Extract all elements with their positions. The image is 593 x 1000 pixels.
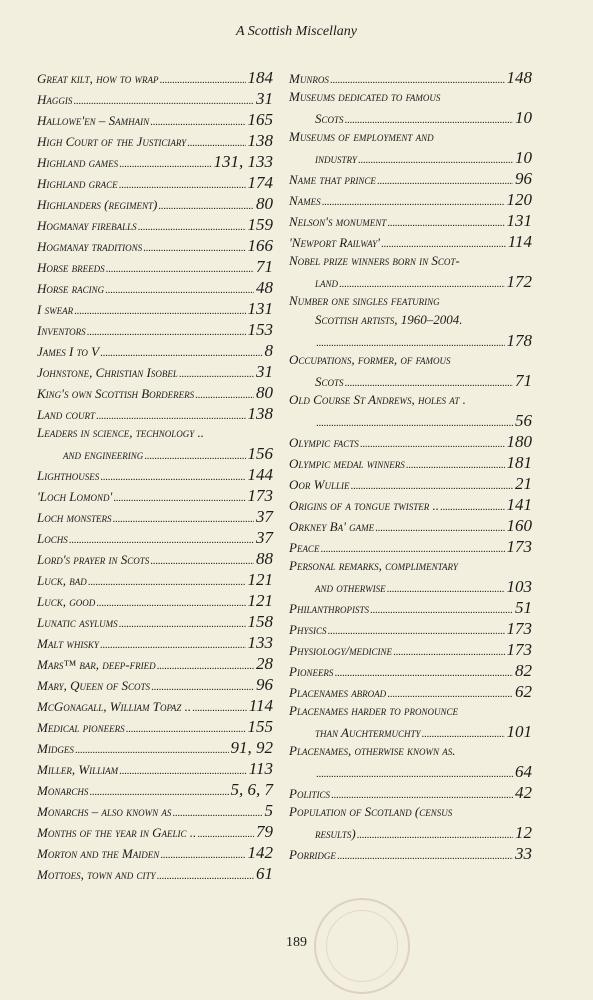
entry-page-numbers: 156 — [247, 444, 273, 463]
index-column-right — [289, 68, 532, 865]
entry-label: Scots — [315, 111, 344, 126]
entry-page-numbers: 33 — [515, 844, 532, 863]
entry-page-numbers: 5, 6, 7 — [230, 780, 273, 799]
dot-leader — [387, 688, 513, 700]
running-header: A Scottish Miscellany — [235, 24, 358, 39]
entry-page-numbers: 37 — [256, 507, 273, 526]
index-entry — [289, 211, 532, 232]
index-entry — [37, 864, 273, 885]
dot-leader — [334, 667, 513, 679]
entry-label: Porridge — [289, 847, 336, 862]
dot-leader — [157, 660, 254, 672]
dot-leader — [345, 114, 513, 126]
entry-page-numbers: 91, 92 — [230, 738, 273, 757]
dot-leader — [100, 639, 246, 651]
index-entry — [37, 591, 273, 612]
entry-label: Highland games — [37, 155, 119, 170]
entry-page-numbers: 61 — [256, 864, 273, 883]
index-entry — [289, 169, 532, 190]
entry-page-numbers: 42 — [515, 783, 532, 802]
dot-leader — [89, 786, 228, 798]
dot-leader — [320, 543, 504, 555]
entry-page-numbers: 178 — [506, 331, 532, 350]
entry-page-numbers: 10 — [515, 108, 532, 127]
entry-label: Haggis — [37, 92, 73, 107]
entry-label: Morton and the Maiden — [37, 846, 160, 861]
dot-leader — [96, 597, 245, 609]
entry-label: Johnstone, Christian Isobel — [37, 365, 178, 380]
index-column-left — [37, 68, 273, 885]
entry-label: Pioneers — [289, 664, 334, 679]
entry-page-numbers: 88 — [256, 549, 273, 568]
entry-label: than Auchtermuchty — [315, 725, 421, 740]
dot-leader — [337, 850, 513, 862]
index-entry — [37, 215, 273, 236]
entry-label: Mars™ bar, deep-fried — [37, 657, 156, 672]
index-entry-continuation — [289, 411, 532, 432]
index-entry — [37, 612, 273, 633]
index-entry — [289, 68, 532, 89]
entry-page-numbers: 71 — [256, 257, 273, 276]
index-entry — [289, 661, 532, 682]
entry-page-numbers: 159 — [247, 215, 273, 234]
entry-label: Highlanders (regiment) — [37, 197, 158, 212]
entry-label: Months of the year in Gaelic .. — [37, 825, 197, 840]
index-entry — [37, 152, 273, 173]
dot-leader — [75, 744, 229, 756]
index-entry — [37, 717, 273, 738]
entry-page-numbers: 31 — [256, 362, 273, 381]
dot-leader — [440, 501, 505, 513]
dot-leader — [159, 74, 245, 86]
entry-label: Munros — [289, 71, 329, 86]
entry-page-numbers: 165 — [247, 110, 273, 129]
page-number: 189 — [286, 935, 307, 950]
index-entry — [37, 257, 273, 278]
entry-page-numbers: 28 — [256, 654, 273, 673]
dot-leader — [345, 377, 513, 389]
dot-leader — [195, 389, 254, 401]
entry-page-numbers: 5 — [264, 801, 273, 820]
entry-page-numbers: 62 — [515, 682, 532, 701]
index-entry — [37, 383, 273, 404]
index-entry — [289, 844, 532, 865]
index-entry — [289, 619, 532, 640]
entry-label: High Court of the Justiciary — [37, 134, 187, 149]
index-entry — [37, 738, 273, 759]
dot-leader — [151, 681, 254, 693]
entry-label: 'Newport Railway' — [289, 235, 380, 250]
index-entry — [37, 173, 273, 194]
index-entry — [289, 598, 532, 619]
index-entry — [37, 633, 273, 654]
entry-label: Miller, William — [37, 762, 119, 777]
entry-label: Origins of a tongue twister .. — [289, 498, 439, 513]
index-entry-line: Number one singles featuring — [289, 293, 440, 308]
entry-label: Philanthropists — [289, 601, 369, 616]
dot-leader — [105, 284, 254, 296]
index-entry — [37, 675, 273, 696]
dot-leader — [119, 158, 211, 170]
entry-label: Land court — [37, 407, 95, 422]
dot-leader — [172, 807, 262, 819]
entry-page-numbers: 113 — [248, 759, 273, 778]
entry-page-numbers: 148 — [506, 68, 532, 87]
entry-page-numbers: 31 — [256, 89, 273, 108]
dot-leader — [150, 116, 245, 128]
index-entry-continuation — [289, 577, 532, 598]
entry-label: Hogmanay traditions — [37, 239, 143, 254]
index-entry-continuation — [289, 272, 532, 293]
entry-label: and otherwise — [315, 580, 386, 595]
dot-leader — [126, 723, 246, 735]
entry-label: Olympic facts — [289, 435, 359, 450]
entry-label: Hallowe'en – Samhain — [37, 113, 150, 128]
index-entry — [37, 236, 273, 257]
entry-page-numbers: 173 — [506, 640, 532, 659]
entry-label: McGonagall, William Topaz .. — [37, 699, 192, 714]
index-entry — [37, 89, 273, 110]
entry-label: Mary, Queen of Scots — [37, 678, 151, 693]
entry-label: Midges — [37, 741, 74, 756]
index-entry-line: Leaders in science, technology .. — [37, 425, 204, 440]
index-entry-line: Personal remarks, complimentary — [289, 558, 458, 573]
entry-label: Hogmanay fireballs — [37, 218, 137, 233]
entry-page-numbers: 144 — [247, 465, 273, 484]
dot-leader — [381, 238, 506, 250]
entry-label: and engineering — [63, 447, 144, 462]
entry-label: Highland grace — [37, 176, 118, 191]
entry-page-numbers: 48 — [256, 278, 273, 297]
entry-label: Mottoes, town and city — [37, 867, 156, 882]
entry-page-numbers: 120 — [506, 190, 532, 209]
dot-leader — [316, 768, 513, 780]
index-entry-line: Placenames, otherwise known as. — [289, 743, 456, 758]
index-entry-continuation — [289, 722, 532, 743]
dot-leader — [350, 480, 513, 492]
entry-page-numbers: 121 — [247, 570, 273, 589]
entry-page-numbers: 79 — [256, 822, 273, 841]
entry-page-numbers: 174 — [247, 173, 273, 192]
entry-label: Physics — [289, 622, 327, 637]
entry-page-numbers: 142 — [247, 843, 273, 862]
index-entry — [37, 570, 273, 591]
entry-label: Lighthouses — [37, 468, 100, 483]
dot-leader — [358, 154, 513, 166]
entry-label: Physiology/medicine — [289, 643, 393, 658]
entry-label: Names — [289, 193, 321, 208]
index-entry-line: Old Course St Andrews, holes at . — [289, 392, 466, 407]
entry-label: Horse racing — [37, 281, 105, 296]
entry-label: 'Loch Lomond' — [37, 489, 113, 504]
entry-label: Peace — [289, 540, 320, 555]
dot-leader — [393, 646, 504, 658]
dot-leader — [357, 829, 513, 841]
index-entry — [289, 783, 532, 804]
index-entry-line: Occupations, former, of famous — [289, 352, 451, 367]
entry-label: Great kilt, how to wrap — [37, 71, 159, 86]
index-entry — [37, 759, 273, 780]
index-entry-line: Nobel prize winners born in Scot- — [289, 253, 460, 268]
entry-page-numbers: 56 — [515, 411, 532, 430]
entry-label: Loch monsters — [37, 510, 112, 525]
entry-label: King's own Scottish Borderers — [37, 386, 195, 401]
dot-leader — [113, 492, 245, 504]
entry-page-numbers: 96 — [515, 169, 532, 188]
index-entry — [289, 537, 532, 558]
index-entry-line: Scottish artists, 1960–2004. — [315, 312, 463, 327]
dot-leader — [316, 417, 513, 429]
entry-label: Olympic medal winners — [289, 456, 405, 471]
index-entry-continuation — [37, 444, 273, 465]
dot-leader — [339, 278, 504, 290]
entry-page-numbers: 166 — [247, 236, 273, 255]
entry-page-numbers: 131 — [506, 211, 532, 230]
dot-leader — [74, 305, 245, 317]
entry-label: Monarchs – also known as — [37, 804, 172, 819]
index-entry-continuation — [289, 108, 532, 129]
entry-page-numbers: 141 — [506, 495, 532, 514]
index-entry — [37, 654, 273, 675]
entry-page-numbers: 138 — [247, 404, 273, 423]
entry-label: Monarchs — [37, 783, 89, 798]
index-entry-line: Placenames harder to pronounce — [289, 703, 459, 718]
entry-label: industry — [315, 151, 357, 166]
entry-page-numbers: 181 — [506, 453, 532, 472]
dot-leader — [143, 242, 245, 254]
index-entry — [37, 465, 273, 486]
index-entry — [37, 822, 273, 843]
entry-page-numbers: 158 — [247, 612, 273, 631]
index-entry — [289, 432, 532, 453]
dot-leader — [331, 789, 513, 801]
entry-page-numbers: 21 — [515, 474, 532, 493]
index-entry — [289, 474, 532, 495]
entry-label: Horse breeds — [37, 260, 105, 275]
entry-label: Nelson's monument — [289, 214, 387, 229]
entry-label: Politics — [289, 786, 330, 801]
dot-leader — [375, 522, 504, 534]
index-entry — [37, 110, 273, 131]
dot-leader — [87, 326, 246, 338]
dot-leader — [158, 200, 254, 212]
entry-label: James I to V — [37, 344, 100, 359]
entry-page-numbers: 71 — [515, 371, 532, 390]
dot-leader — [100, 347, 262, 359]
entry-label: Malt whisky — [37, 636, 99, 651]
index-entry-continuation — [289, 331, 532, 352]
entry-page-numbers: 153 — [247, 320, 273, 339]
index-entry — [37, 278, 273, 299]
dot-leader — [150, 555, 254, 567]
entry-page-numbers: 131, 133 — [213, 152, 273, 171]
entry-page-numbers: 173 — [247, 486, 273, 505]
dot-leader — [119, 179, 246, 191]
entry-page-numbers: 80 — [256, 194, 273, 213]
dot-leader — [187, 137, 245, 149]
entry-label: Name that prince — [289, 172, 376, 187]
dot-leader — [360, 438, 505, 450]
index-entry-line: Museums dedicated to famous — [289, 89, 441, 104]
index-entry — [37, 801, 273, 822]
entry-page-numbers: 80 — [256, 383, 273, 402]
dot-leader — [316, 337, 505, 349]
dot-leader — [69, 534, 254, 546]
entry-label: results) — [315, 826, 356, 841]
entry-page-numbers: 37 — [256, 528, 273, 547]
dot-leader — [73, 95, 254, 107]
entry-label: Luck, good — [37, 594, 96, 609]
entry-page-numbers: 184 — [247, 68, 273, 87]
index-entry — [289, 190, 532, 211]
index-entry-continuation — [289, 823, 532, 844]
index-entry — [37, 528, 273, 549]
entry-label: Medical pioneers — [37, 720, 125, 735]
dot-leader — [119, 765, 247, 777]
entry-label: Orkney Ba' game — [289, 519, 375, 534]
index-entry-continuation — [289, 371, 532, 392]
index-entry — [37, 131, 273, 152]
index-entry — [37, 549, 273, 570]
dot-leader — [406, 459, 505, 471]
dot-leader — [387, 583, 505, 595]
dot-leader — [370, 604, 513, 616]
entry-page-numbers: 121 — [247, 591, 273, 610]
dot-leader — [327, 625, 504, 637]
entry-page-numbers: 8 — [264, 341, 273, 360]
entry-page-numbers: 114 — [248, 696, 273, 715]
index-entry-line: Population of Scotland (census — [289, 804, 453, 819]
index-entry — [37, 299, 273, 320]
dot-leader — [322, 196, 505, 208]
entry-page-numbers: 12 — [515, 823, 532, 842]
entry-page-numbers: 82 — [515, 661, 532, 680]
entry-page-numbers: 173 — [506, 619, 532, 638]
entry-page-numbers: 10 — [515, 148, 532, 167]
entry-page-numbers: 138 — [247, 131, 273, 150]
entry-page-numbers: 131 — [247, 299, 273, 318]
entry-label: I swear — [37, 302, 74, 317]
entry-page-numbers: 51 — [515, 598, 532, 617]
entry-page-numbers: 173 — [506, 537, 532, 556]
index-entry — [37, 68, 273, 89]
dot-leader — [88, 576, 246, 588]
entry-label: Scots — [315, 374, 344, 389]
dot-leader — [377, 175, 513, 187]
dot-leader — [160, 849, 245, 861]
dot-leader — [157, 870, 254, 882]
index-entry-continuation — [289, 148, 532, 169]
dot-leader — [144, 450, 245, 462]
entry-label: Placenames abroad — [289, 685, 387, 700]
index-entry — [37, 780, 273, 801]
index-entry — [37, 320, 273, 341]
dot-leader — [387, 217, 504, 229]
dot-leader — [197, 828, 254, 840]
index-entry — [289, 495, 532, 516]
dot-leader — [138, 221, 246, 233]
entry-page-numbers: 160 — [506, 516, 532, 535]
entry-page-numbers: 114 — [507, 232, 532, 251]
index-entry — [37, 404, 273, 425]
dot-leader — [179, 368, 254, 380]
entry-page-numbers: 103 — [506, 577, 532, 596]
index-entry-line: Museums of employment and — [289, 129, 434, 144]
dot-leader — [119, 618, 246, 630]
index-entry — [37, 507, 273, 528]
index-entry — [37, 194, 273, 215]
entry-page-numbers: 155 — [247, 717, 273, 736]
entry-label: Oor Wullie — [289, 477, 350, 492]
index-entry — [37, 341, 273, 362]
entry-page-numbers: 96 — [256, 675, 273, 694]
entry-page-numbers: 64 — [515, 762, 532, 781]
dot-leader — [330, 74, 505, 86]
dot-leader — [106, 263, 254, 275]
entry-label: Lochs — [37, 531, 68, 546]
index-entry — [289, 453, 532, 474]
entry-page-numbers: 101 — [506, 722, 532, 741]
dot-leader — [100, 471, 245, 483]
index-entry — [289, 682, 532, 703]
entry-page-numbers: 180 — [506, 432, 532, 451]
index-entry — [289, 516, 532, 537]
entry-page-numbers: 172 — [506, 272, 532, 291]
index-entry — [37, 486, 273, 507]
entry-page-numbers: 133 — [247, 633, 273, 652]
index-entry — [37, 843, 273, 864]
index-entry — [37, 696, 273, 717]
dot-leader — [112, 513, 254, 525]
index-entry — [37, 362, 273, 383]
dot-leader — [421, 728, 504, 740]
entry-label: Luck, bad — [37, 573, 87, 588]
dot-leader — [192, 702, 247, 714]
entry-label: Inventors — [37, 323, 86, 338]
dot-leader — [96, 410, 246, 422]
index-entry — [289, 232, 532, 253]
index-entry — [289, 640, 532, 661]
index-entry-continuation — [289, 762, 532, 783]
entry-label: land — [315, 275, 339, 290]
entry-label: Lunatic asylums — [37, 615, 118, 630]
entry-label: Lord's prayer in Scots — [37, 552, 150, 567]
